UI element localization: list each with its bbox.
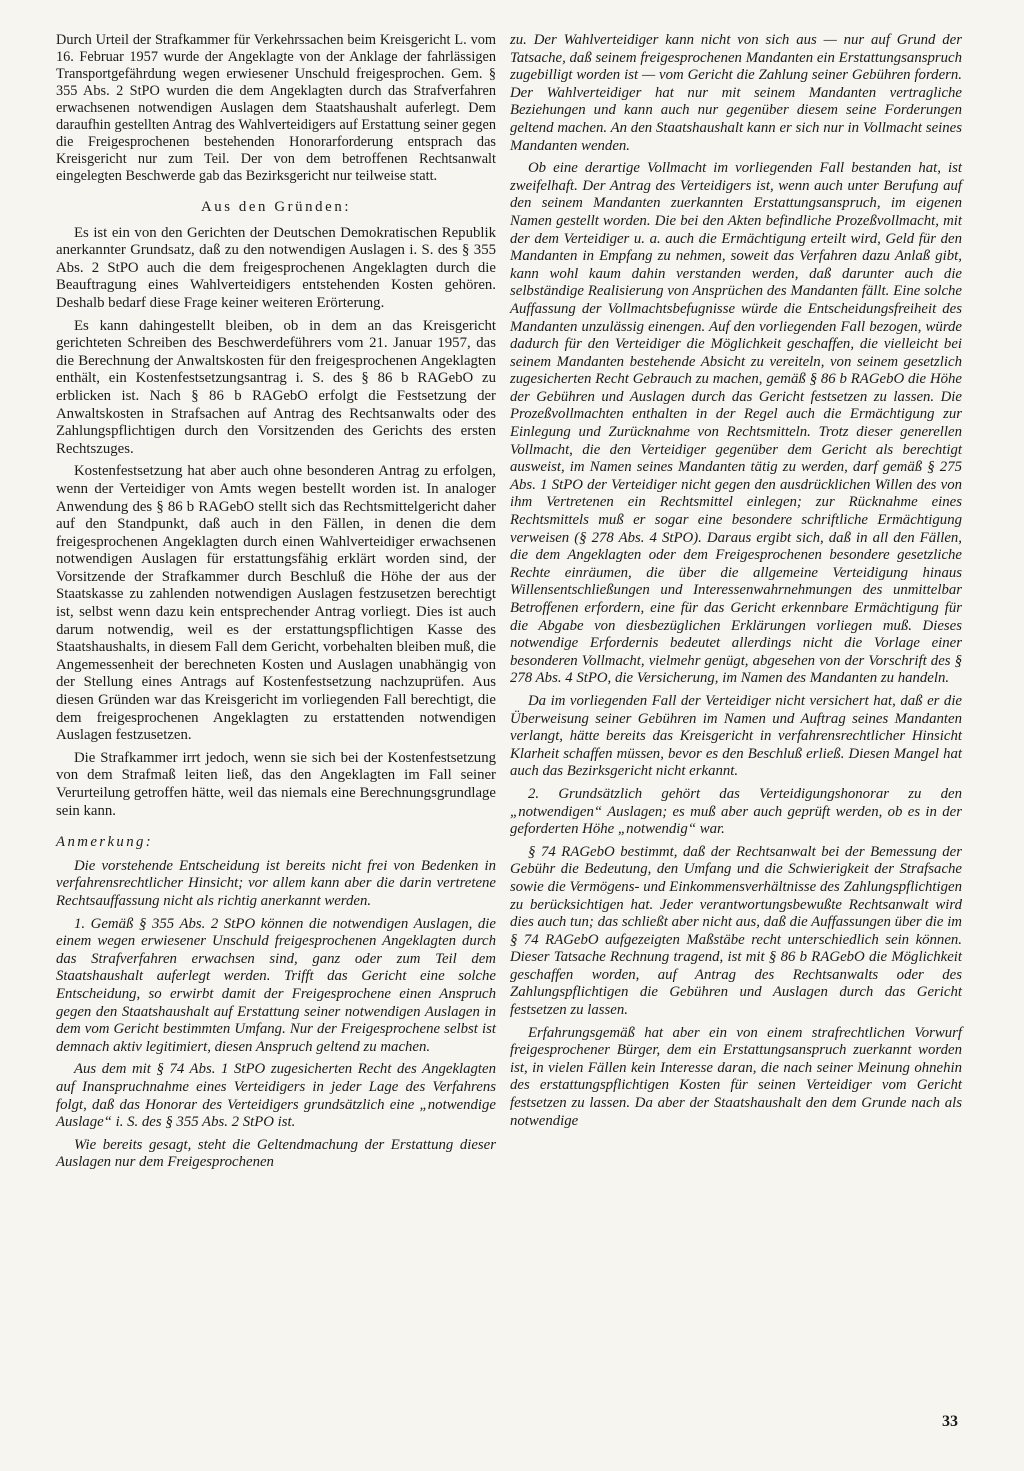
annotation-paragraph: Wie bereits gesagt, steht die Geltendmachung der Erstattung dieser Auslagen nur dem Freigesprochenen bbox=[56, 1136, 496, 1171]
left-column bbox=[56, 32, 496, 1177]
reasons-paragraph: Es ist ein von den Gerichten der Deutschen Demokratischen Republik anerkannter Grundsatz, daß zu den notwendigen Auslagen i. S. des § 355 Abs. 2 StPO auch die dem freigesprochenen Angeklagten durch die Beauftragung eines Wahlverteidigers entstehenden Kosten gehören. Deshalb bedarf diese Frage keiner weiteren Erörterung. bbox=[56, 224, 496, 311]
annotation-paragraph: Die vorstehende Entscheidung ist bereits nicht frei von Bedenken in verfahrensrechtlicher Hinsicht; vor allem kann aber die darin vertretene Rechtsauffassung nicht als richtig anerkannt werden. bbox=[56, 857, 496, 909]
annotation-paragraph: zu. Der Wahlverteidiger kann nicht von sich aus — nur auf Grund der Tatsache, daß seinem freigesprochenen Mandanten ein Erstattungsanspruch zugebilligt worden ist — vom Gericht die Zahlung seiner Gebühren fordern. Der Wahlverteidiger hat nur mit seinem Mandanten vertragliche Beziehungen und kann auch nur gegenüber diesem seine Forderungen geltend machen. An den Staatshaushalt kann er sich nur in Vollmacht seines Mandanten wenden. bbox=[510, 32, 962, 154]
reasons-paragraph: Die Strafkammer irrt jedoch, wenn sie sich bei der Kostenfestsetzung von dem Strafmaß leiten ließ, das den Angeklagten im Fall seiner Verurteilung getroffen hätte, weil das niemals eine Berechnungsgrundlage sein kann. bbox=[56, 749, 496, 819]
section-heading-reasons: Aus den Gründen: bbox=[200, 199, 352, 215]
reasons-paragraph: Kostenfestsetzung hat aber auch ohne besonderen Antrag zu erfolgen, wenn der Verteidiger von Amts wegen bestellt worden ist. In analoger Anwendung des § 86 b RAGebO stellt sich das Rechtsmittelgericht daher auf den Standpunkt, daß auch in den Fällen, in denen die dem freigesprochenen Angeklagten durch einen Wahlverteidiger erwachsenen notwendigen Auslagen für erstattungsfähig erklärt worden sind, der Vorsitzende der Strafkammer durch Beschluß die Höhe der aus der Staatskasse zu zahlenden notwendigen Auslagen festzusetzen berechtigt ist, selbst wenn dazu kein entsprechender Antrag vorliegt. Dies ist auch darum notwendig, weil es der erstattungspflichtigen Kasse des Staatshaushalts, in diesem Fall dem Gericht, vorbehalten bleiben muß, die Angemessenheit der berechneten Kosten und Auslagen unabhängig von der Stellung eines Antrags auf Kostenfestsetzung nachzuprüfen. Aus diesen Gründen war das Kreisgericht im vorliegenden Fall berechtigt, die dem freigesprochenen Angeklagten zu erstattenden notwendigen Auslagen festzusetzen. bbox=[56, 463, 496, 744]
annotation-paragraph: Ob eine derartige Vollmacht im vorliegenden Fall bestanden hat, ist zweifelhaft. Der Antrag des Verteidigers ist, wenn auch unter Berufung auf den seinem Mandanten zuerkannten Erstattungsanspruch, im eigenen Namen gestellt worden. Die bei den Akten befindliche Prozeßvollmacht, mit der dem Verteidiger u. a. auch die Ermächtigung erteilt wird, Geld für den Mandanten in Empfang zu nehmen, soweit das Verfahren dazu Anlaß gibt, kann wohl kaum dahin verstanden werden, daß darunter auch die selbständige Realisierung von Ansprüchen des Mandanten fällt. Eine solche Auffassung der Vollmachtsbefugnisse würde die Entscheidungsfreiheit des Mandanten unzulässig einengen. Auf den vorliegenden Fall bezogen, würde dadurch für den Verteidiger die Möglichkeit geschaffen, die vielleicht bei seinem Mandanten bestehende Absicht zu vereiteln, von seinem gesetzlich zugesicherten Recht Gebrauch zu machen, gemäß § 86 b RAGebO die Höhe der Gebühren und Auslagen durch das Gericht festsetzen zu lassen. Die Prozeßvollmachten enthalten in der Regel auch die Ermächtigung zur Einlegung und Zurücknahme von Rechtsmitteln. Trotz dieser generellen Vollmacht, die den Verteidiger gegenüber dem Gericht als berechtigt ausweist, im Namen seines Mandanten tätig zu werden, darf gemäß § 275 Abs. 1 StPO der Verteidiger nicht gegen den ausdrücklichen Willen des von ihm Vertretenen ein Rechtsmittel einlegen; zur Rücknahme eines Rechtsmittels muß er sogar eine besondere schriftliche Ermächtigung verweisen (§ 278 Abs. 4 StPO). Daraus ergibt sich, daß in all den Fällen, die dem Angeklagten oder dem Freigesprochenen besondere gesetzliche Rechte einräumen, die über die allgemeine Verteidigung hinaus Willensentschließungen und Interessenwahrnehmungen des unmittelbar Betroffenen erfordern, eine für das Gericht erkennbare Ermächtigung für die Abgabe von diesbezüglichen Erklärungen vorliegen muß. Dieses notwendige Erfordernis bedeutet allerdings nicht die Vorlage einer besonderen Vollmacht, vielmehr genügt, abgesehen von der Vorschrift des § 278 Abs. 4 StPO, die Versicherung, im Namen des Mandanten zu handeln. bbox=[510, 160, 962, 687]
annotation-paragraph: 1. Gemäß § 355 Abs. 2 StPO können die notwendigen Auslagen, die einem wegen erwiesener Unschuld freigesprochenen Angeklagten durch das Strafverfahren erwachsen sind, ganz oder zum Teil dem Staatshaushalt auferlegt werden. Trifft das Gericht eine solche Entscheidung, so erwirbt damit der Freigesprochene einen Anspruch gegen den Staatshaushalt auf Erstattung seiner notwendigen Auslagen in dem vom Gericht bestimmten Umfang. Nur der Freigesprochene selbst ist demnach aktiv legitimiert, diesen Anspruch geltend zu machen. bbox=[56, 915, 496, 1055]
case-summary: Durch Urteil der Strafkammer für Verkehrssachen beim Kreisgericht L. vom 16. Februar 1957 wurde der Angeklagte von der Anklage der fahrlässigen Transportgefährdung wegen erwiesener Unschuld freigesprochen. Gem. § 355 Abs. 2 StPO wurden die dem Angeklagten durch das Strafverfahren erwachsenen notwendigen Auslagen dem Staatshaushalt auferlegt. Dem daraufhin gestellten Antrag des Wahlverteidigers auf Erstattung seiner gegen die Freigesprochenen bestehenden Honorarforderung entsprach das Kreisgericht nur zum Teil. Der von dem betroffenen Rechtsanwalt eingelegten Beschwerde gab das Bezirksgericht nur teilweise statt. bbox=[56, 32, 496, 184]
annotation-paragraph: § 74 RAGebO bestimmt, daß der Rechtsanwalt bei der Bemessung der Gebühr die Bedeutung, den Umfang und die Schwierigkeit der Strafsache sowie die Vermögens- und Einkommensverhältnisse des Zahlungspflichtigen zu berücksichtigen hat. Jeder verantwortungsbewußte Rechtsanwalt wird dies auch tun; das schließt aber nicht aus, daß die Auffassungen über die im § 74 RAGebO aufgezeigten Maßstäbe recht unterschiedlich sein können. Dieser Tatsache Rechnung tragend, ist mit § 86 b RAGebO die Möglichkeit geschaffen worden, auf Antrag des Rechtsanwalts oder des Zahlungspflichtigen die Gebühren und Auslagen durch das Gericht festsetzen zu lassen. bbox=[510, 843, 962, 1019]
section-heading-annotation: Anmerkung: bbox=[56, 834, 154, 851]
annotation-paragraph: Aus dem mit § 74 Abs. 1 StPO zugesicherten Recht des Angeklagten auf Inanspruchnahme eines Verteidigers in jeder Lage des Verfahrens folgt, daß das Honorar des Verteidigers grundsätzlich eine „notwendige Auslage“ i. S. des § 355 Abs. 2 StPO ist. bbox=[56, 1061, 496, 1131]
annotation-paragraph: 2. Grundsätzlich gehört das Verteidigungshonorar zu den „notwendigen“ Auslagen; es muß aber auch geprüft werden, ob es in der geforderten Höhe „notwendig“ war. bbox=[510, 785, 962, 838]
reasons-paragraph: Es kann dahingestellt bleiben, ob in dem an das Kreisgericht gerichteten Schreiben des Beschwerdeführers vom 21. Januar 1957, das die Berechnung der Anwaltskosten für den freigesprochenen Angeklagten enthält, ein Kostenfestsetzungsantrag i. S. des § 86 b RAGebO zu erblicken ist. Nach § 86 b RAGebO erfolgt die Festsetzung der Anwaltskosten in Strafsachen auf Antrag des Rechtsanwalts oder des Zahlungspflichtigen durch den Vorsitzenden des Gerichts des ersten Rechtszuges. bbox=[56, 317, 496, 457]
annotation-paragraph: Erfahrungsgemäß hat aber ein von einem strafrechtlichen Vorwurf freigesprochener Bürger, dem ein Erstattungsanspruch zuerkannt worden ist, in vielen Fällen kein Interesse daran, die nach seiner Meinung ohnehin des erstattungspflichtigen Kosten für seinen Verteidiger vom Gericht festsetzen zu lassen. Da aber der Staatshaushalt den dem Grunde nach als notwendige bbox=[510, 1024, 962, 1129]
annotation-paragraph: Da im vorliegenden Fall der Verteidiger nicht versichert hat, daß er die Überweisung seiner Gebühren im Namen und Auftrag seines Mandanten verlangt, hätte bereits das Kreisgericht in verfahrensrechtlicher Hinsicht Klarheit schaffen müssen, bevor es den Beschluß erließ. Diesen Mangel hat auch das Bezirksgericht nicht erkannt. bbox=[510, 692, 962, 780]
right-column bbox=[510, 32, 962, 1135]
page-number: 33 bbox=[942, 1413, 958, 1430]
